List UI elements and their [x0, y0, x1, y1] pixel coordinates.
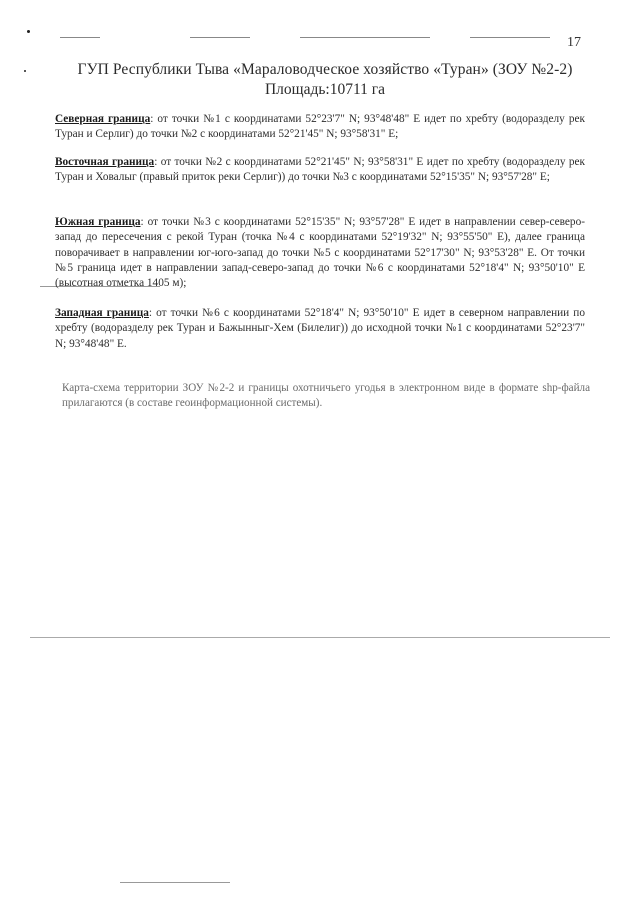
north-boundary-text: : от точки №1 с координатами 52°23'7" N; 93°48'48" E идет по хребту (водоразделу рек Туран и Серлиг) до точки №2 с координатами 52°21'45" N; 93°58'31" E; — [55, 113, 585, 141]
scan-line — [470, 37, 550, 38]
south-boundary-paragraph — [55, 215, 585, 291]
west-boundary-paragraph — [55, 306, 585, 352]
north-boundary-label: Северная граница — [55, 113, 151, 125]
east-boundary-paragraph — [55, 155, 585, 186]
area-line: Площадь:10711 га — [264, 81, 386, 98]
east-boundary-label: Восточная граница — [55, 156, 155, 168]
south-boundary-label: Южная граница — [55, 216, 141, 228]
map-scheme-note: Карта-схема территории ЗОУ №2-2 и границы охотничьего угодья в электронном виде в формате shp-файла прилагаются (в составе геоинформационной системы). — [62, 382, 590, 410]
document-header — [40, 60, 610, 99]
document-title: ГУП Республики Тыва «Мараловодческое хозяйство «Туран» (ЗОУ №2-2) — [77, 61, 573, 78]
north-boundary-paragraph — [55, 112, 585, 143]
scan-speck — [24, 70, 26, 72]
scan-speck — [27, 30, 30, 33]
west-boundary-text: : от точки №6 с координатами 52°18'4" N; 93°50'10" E идет в северном направлении по хребту (водоразделу рек Туран и Бажынныг-Хем (Билелиг)) до исходной точки №1 с координатами 52°23'7" N; 93°48'48" E. — [55, 307, 585, 350]
scan-line — [60, 37, 100, 38]
scan-line — [300, 37, 430, 38]
scan-line — [30, 637, 610, 638]
east-boundary-text: : от точки №2 с координатами 52°21'45" N; 93°58'31" E идет по хребту (водоразделу рек Туран и Ховалыг (правый приток реки Серлиг)) до точки №3 с координатами 52°15'35" N; 93°57'28" E; — [55, 156, 585, 184]
west-boundary-label: Западная граница — [55, 307, 149, 319]
page-number: 17 — [567, 35, 581, 50]
scan-line — [120, 882, 230, 883]
scan-line — [190, 37, 250, 38]
south-boundary-text: : от точки №3 с координатами 52°15'35" N; 93°57'28" E идет в направлении север-северо-запад до пересечения с рекой Туран (точка №4 с координатами 52°19'32" N; 93°55'50" E), далее граница поворачивает в направлении юг-юго-запад до точки №5 с координатами 52°17'30" N; 93°53'28" E. От точки №5 граница идет в направлении запад-северо-запад до точки №6 с координатами 52°18'4" N; 93°50'10" E (высотная отметка 1405 м); — [55, 216, 585, 290]
